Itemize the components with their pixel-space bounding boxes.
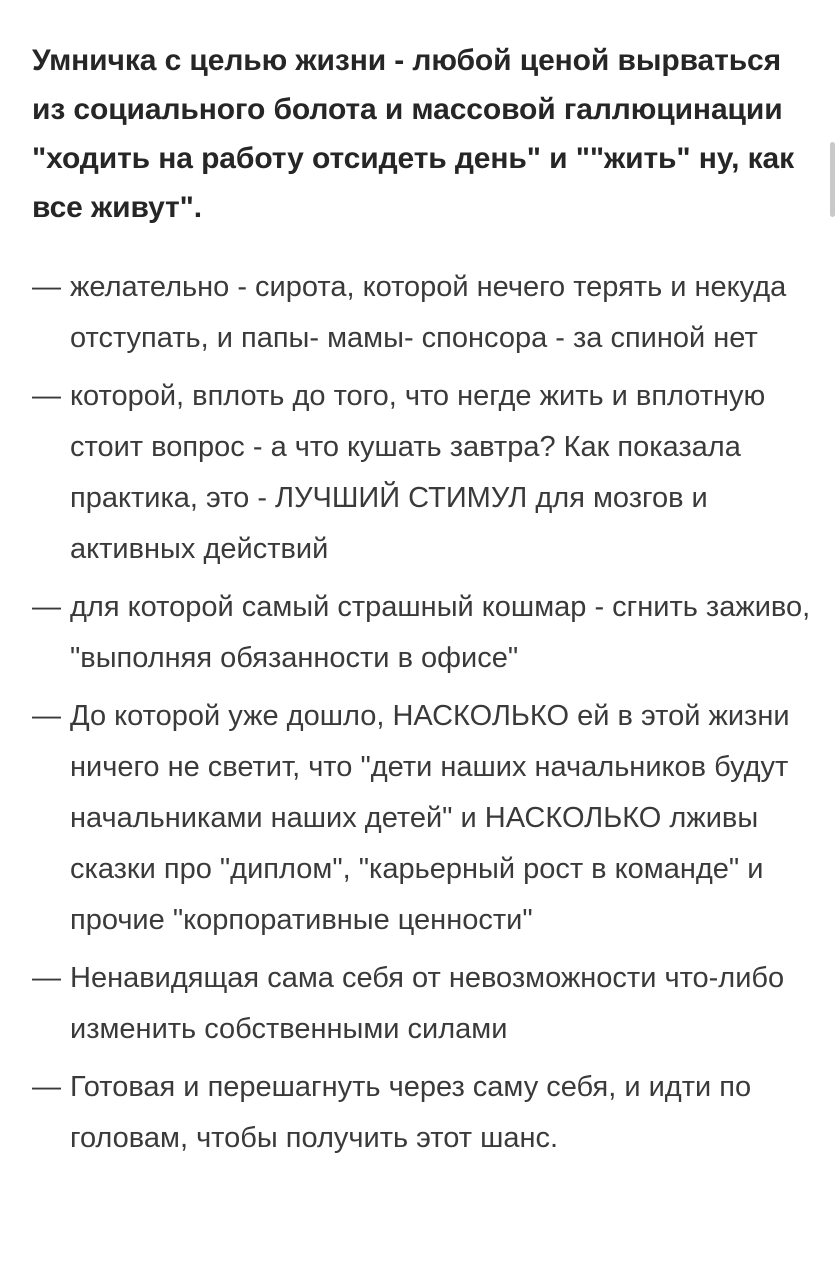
list-item: [32, 582, 812, 684]
list-item: [32, 262, 812, 364]
list-item-text: которой, вплоть до того, что негде жить и вплотную стоит вопрос - а что кушать завтра? Как показала практика, это - ЛУЧШИЙ СТИМУЛ для мозгов и активных действий: [70, 380, 766, 565]
dash-marker: —: [32, 271, 61, 303]
post-heading: Умничка с целью жизни - любой ценой вырваться из социального болота и массовой галлюцинации "ходить на работу отсидеть день" и ""жить" ну, как все живут".: [32, 44, 794, 224]
post-content: [32, 36, 812, 1171]
scrollbar-thumb[interactable]: [830, 142, 835, 217]
list-item-text: Готовая и перешагнуть через саму себя, и идти по головам, чтобы получить этот шанс.: [70, 1071, 752, 1154]
dash-marker: —: [32, 1071, 61, 1103]
list-item-text: До которой уже дошло, НАСКОЛЬКО ей в этой жизни ничего не светит, что "дети наших начальников будут начальниками наших детей" и НАСКОЛЬКО лживы сказки про "диплом", "карьерный рост в команде" и прочие "корпоративные ценности": [70, 700, 790, 936]
list-item: [32, 953, 812, 1055]
list-item: [32, 691, 812, 946]
dash-marker: —: [32, 380, 61, 412]
list-item-text: Ненавидящая сама себя от невозможности что-либо изменить собственными силами: [70, 962, 785, 1045]
list-item-text: желательно - сирота, которой нечего терять и некуда отступать, и папы- мамы- спонсора - за спиной нет: [70, 271, 787, 354]
dash-marker: —: [32, 700, 61, 732]
bullet-list: [32, 262, 812, 1164]
dash-marker: —: [32, 962, 61, 994]
list-item: [32, 1062, 812, 1164]
list-item: [32, 371, 812, 575]
dash-marker: —: [32, 591, 61, 623]
list-item-text: для которой самый страшный кошмар - сгнить заживо, "выполняя обязанности в офисе": [70, 591, 811, 674]
